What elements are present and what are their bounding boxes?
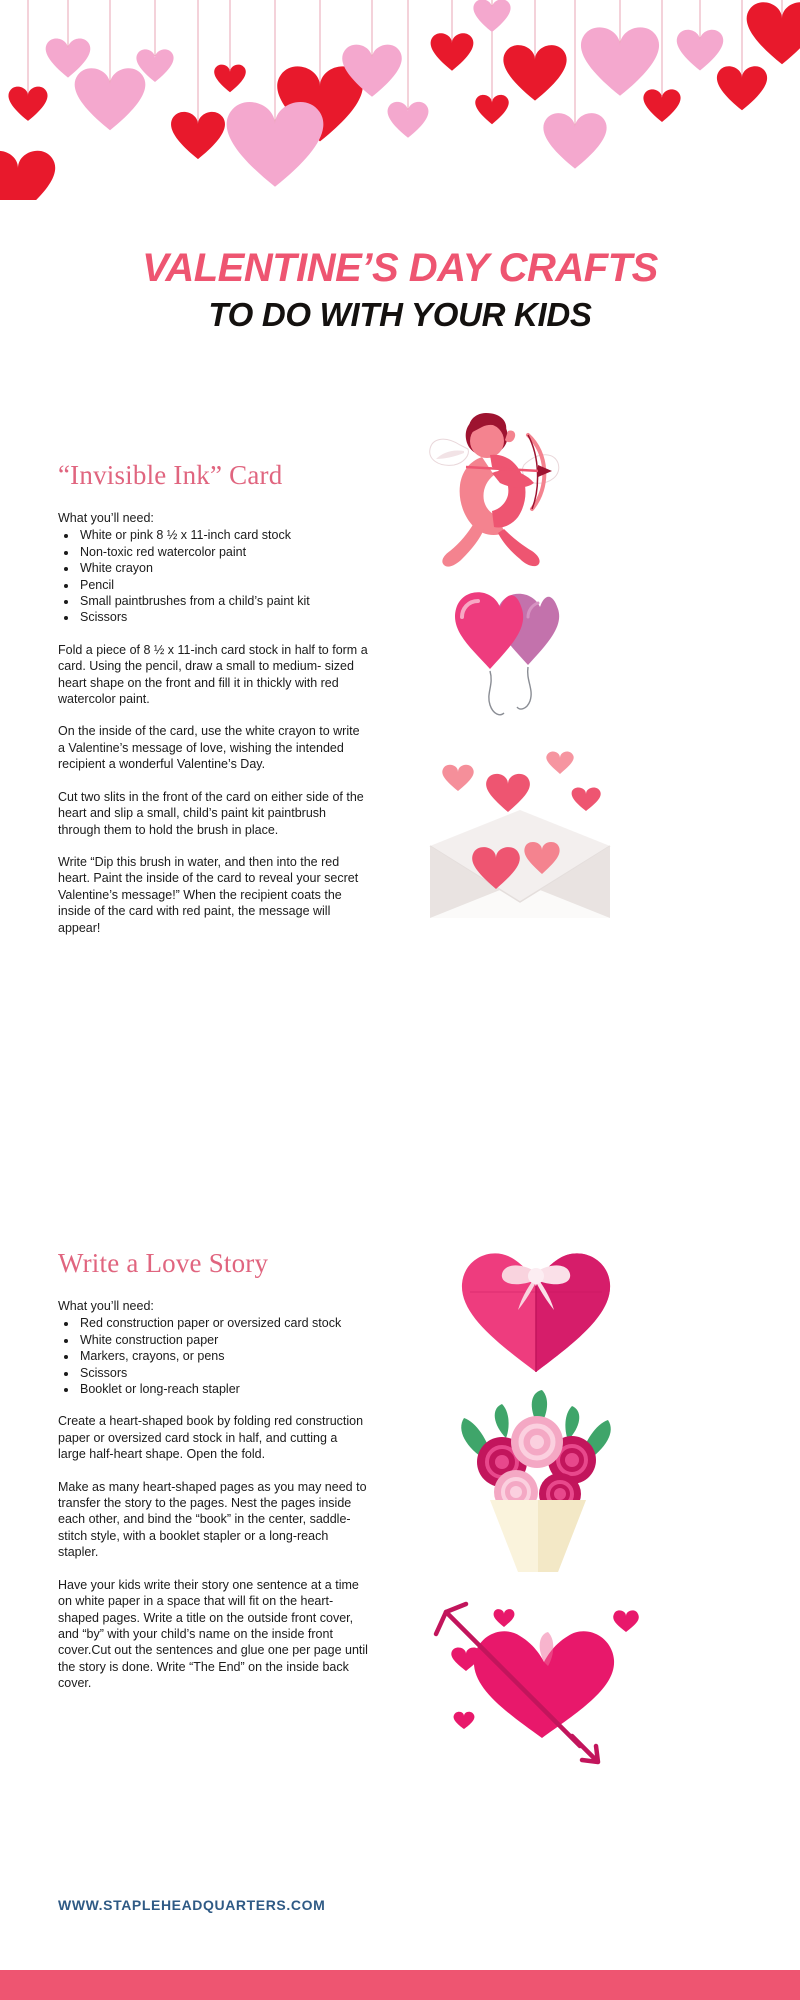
section-1-body [58,510,368,936]
list-item: • Scissors [78,1365,368,1381]
rose-bouquet-illustration [440,1388,635,1583]
page-title: VALENTINE’S DAY CRAFTS [142,246,658,290]
section-2-paragraph-3: Have your kids write their story one sentence at a time on white paper in a space that will fit on the heart-shaped pages. Write a title on the outside front cover, and “by” with your child’s name on the inside front cover.Cut out the sentences and glue one per page until the story is done. Write “The End” on the inside back cover. [58,1577,368,1691]
section-1-paragraph-2: On the inside of the card, use the white crayon to write a Valentine’s message of love, wishing the intended recipient a wonderful Valentine’s Day. [58,724,360,772]
footer-accent-bar [0,1970,800,2000]
section-1-heading: “Invisible Ink” Card [58,460,283,490]
list-item: • White crayon [78,560,368,576]
heart-arrow-illustration [430,1598,645,1783]
list-item: • Red construction paper or oversized card stock [78,1315,368,1331]
heart-gift-box-illustration [450,1238,625,1393]
section-2-body [58,1298,368,1692]
hearts-svg [0,0,800,200]
section-1-paragraph-4: Write “Dip this brush in water, and then into the red heart. Paint the inside of the card to reveal your secret Valentine’s message!” When the recipient coats the inside of the card with red paint, the message will appear! [58,854,359,935]
cupid-illustration [410,395,600,590]
list-item: • Booklet or long-reach stapler [78,1381,368,1397]
list-item: • Markers, crayons, or pens [78,1348,368,1364]
page-title-block [0,244,800,336]
list-item: • White construction paper [78,1332,368,1348]
footer-website-url[interactable]: WWW.STAPLEHEADQUARTERS.COM [58,1897,326,1913]
hanging-hearts-banner [0,0,800,200]
envelope-hearts-illustration [410,750,630,935]
section-2-paragraph-2: Make as many heart-shaped pages as you may need to transfer the story to the pages. Nest the pages inside each other, and bind the “book” in the center, saddle-stitch style, with a booklet stapler or a long-reach stapler. [58,1479,367,1560]
page-subtitle: TO DO WITH YOUR KIDS [208,296,592,333]
section-1-needs-label: What you’ll need: [58,511,154,525]
list-item: • Small paintbrushes from a child’s paint kit [78,593,368,609]
list-item: • Scissors [78,609,368,625]
section-1-needs-list [78,527,368,625]
list-item: • Non-toxic red watercolor paint [78,544,368,560]
section-2-needs-list [78,1315,368,1397]
section-2-needs-label: What you’ll need: [58,1299,154,1313]
section-1-paragraph-3: Cut two slits in the front of the card on either side of the heart and slip a small, child’s paint kit paintbrush through them to hold the brush in place. [58,789,364,837]
list-item: • Pencil [78,577,368,593]
list-item: • White or pink 8 ½ x 11-inch card stock [78,527,368,543]
heart-balloons-illustration [448,585,608,735]
section-2-paragraph-1: Create a heart-shaped book by folding red construction paper or oversized card stock in half, and cutting a large half-heart shape. Open the fold. [58,1414,364,1462]
section-2-heading: Write a Love Story [58,1248,269,1278]
section-1-paragraph-1: Fold a piece of 8 ½ x 11-inch card stock in half to form a card. Using the pencil, draw a small to medium- sized heart shape on the front and fill it in thickly with red watercolor paint. [58,642,368,707]
